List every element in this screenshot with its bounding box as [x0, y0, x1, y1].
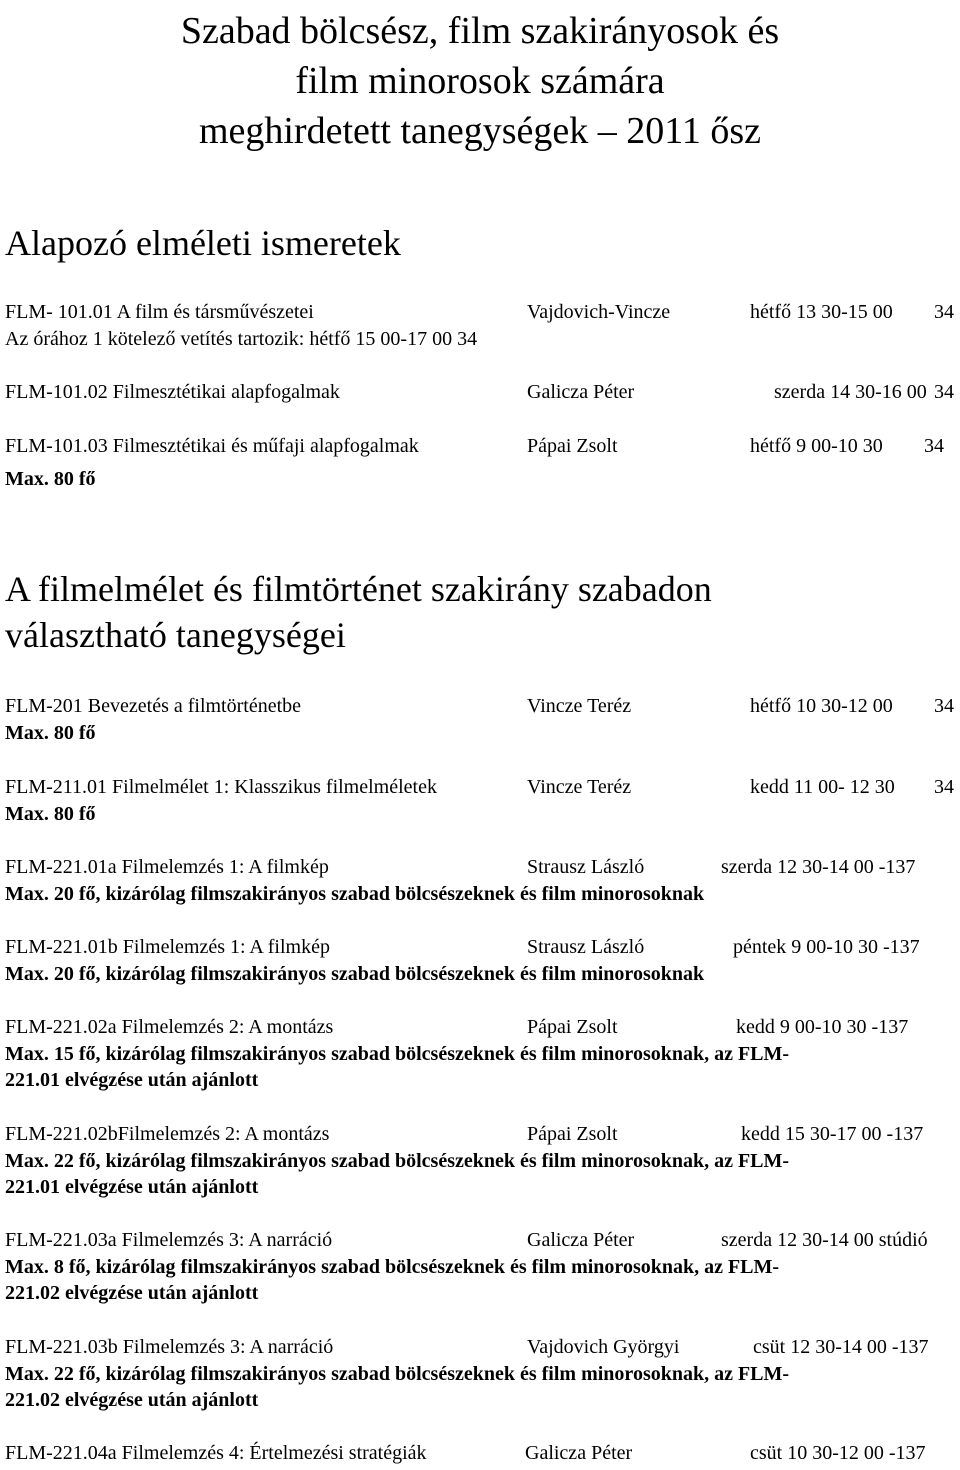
course-row: [5, 1226, 960, 1254]
title-line-1: Szabad bölcsész, film szakirányosok és: [180, 10, 780, 52]
course-row: [5, 1333, 960, 1361]
course-time: csüt 12 30-14 00 -137: [753, 1336, 929, 1358]
course-teacher: Strausz László: [527, 856, 645, 878]
course-row: [5, 1439, 960, 1467]
section-heading-foundation: Alapozó elméleti ismeretek: [5, 223, 401, 263]
course-time: csüt 10 30-12 00 -137: [750, 1442, 926, 1464]
course-code-title: FLM-221.02bFilmelemzés 2: A montázs: [5, 1123, 330, 1145]
course-time: kedd 9 00-10 30 -137: [736, 1016, 909, 1038]
prerequisite-note: 221.01 elvégzése után ajánlott: [5, 1176, 259, 1198]
course-row: [5, 933, 960, 961]
course-code-title: FLM-221.04a Filmelemzés 4: Értelmezési stratégiák: [5, 1442, 427, 1464]
course-row: [5, 773, 960, 801]
course-room: 34: [924, 435, 944, 457]
capacity-note: Max. 20 fő, kizárólag filmszakirányos szabad bölcsészeknek és film minorosoknak: [5, 963, 705, 985]
course-row: [5, 853, 960, 881]
prerequisite-note: 221.01 elvégzése után ajánlott: [5, 1069, 259, 1091]
course-teacher: Vincze Teréz: [527, 695, 632, 717]
course-time: kedd 15 30-17 00 -137: [741, 1123, 924, 1145]
course-room: 34: [934, 695, 954, 717]
course-row: [5, 1120, 960, 1148]
course-teacher: Vincze Teréz: [527, 776, 632, 798]
course-teacher: Vajdovich-Vincze: [527, 301, 671, 323]
course-row: [5, 1013, 960, 1041]
course-teacher: Galicza Péter: [525, 1442, 633, 1464]
course-teacher: Galicza Péter: [527, 1229, 635, 1251]
prerequisite-note: 221.02 elvégzése után ajánlott: [5, 1389, 259, 1411]
course-row: [5, 298, 960, 326]
course-room: 34: [934, 301, 954, 323]
capacity-note: Max. 22 fő, kizárólag filmszakirányos szabad bölcsészeknek és film minorosoknak, az FLM-: [5, 1363, 790, 1385]
capacity-note: Max. 15 fő, kizárólag filmszakirányos szabad bölcsészeknek és film minorosoknak, az FLM-: [5, 1043, 790, 1065]
course-row: [5, 378, 960, 406]
title-line-3: meghirdetett tanegységek – 2011 ősz: [198, 110, 762, 152]
course-room: 34: [934, 381, 954, 403]
course-teacher: Pápai Zsolt: [527, 1123, 618, 1145]
screening-note: Az órához 1 kötelező vetítés tartozik: hétfő 15 00-17 00 34: [5, 328, 478, 350]
capacity-note: Max. 22 fő, kizárólag filmszakirányos szabad bölcsészeknek és film minorosoknak, az FLM-: [5, 1150, 790, 1172]
prerequisite-note: 221.02 elvégzése után ajánlott: [5, 1282, 259, 1304]
course-note: [5, 325, 960, 353]
course-teacher: Galicza Péter: [527, 381, 635, 403]
course-time: hétfő 9 00-10 30: [750, 435, 883, 457]
course-teacher: Vajdovich Györgyi: [527, 1336, 680, 1358]
course-teacher: Strausz László: [527, 936, 645, 958]
course-code-title: FLM-201 Bevezetés a filmtörténetbe: [5, 695, 302, 717]
course-row: [5, 432, 960, 460]
course-code-title: FLM-101.03 Filmesztétikai és műfaji alapfogalmak: [5, 435, 419, 457]
course-time: szerda 14 30-16 00: [774, 381, 927, 403]
course-code-title: FLM-221.01a Filmelemzés 1: A filmkép: [5, 856, 329, 878]
section-heading-line-2: választható tanegységei: [5, 615, 346, 655]
course-code-title: FLM-211.01 Filmelmélet 1: Klasszikus filmelméletek: [5, 776, 437, 798]
course-code-title: FLM-221.02a Filmelemzés 2: A montázs: [5, 1016, 334, 1038]
capacity-note: Max. 8 fő, kizárólag filmszakirányos szabad bölcsészeknek és film minorosoknak, az FLM-: [5, 1256, 780, 1278]
course-time: kedd 11 00- 12 30: [750, 776, 895, 798]
course-code-title: FLM-101.02 Filmesztétikai alapfogalmak: [5, 381, 340, 403]
course-time: szerda 12 30-14 00 -137: [721, 856, 916, 878]
course-time: hétfő 13 30-15 00: [750, 301, 893, 323]
capacity-note: Max. 80 fő: [5, 803, 96, 825]
course-row: [5, 692, 960, 720]
title-line-2: film minorosok számára: [295, 60, 665, 102]
course-code-title: FLM-221.03b Filmelemzés 3: A narráció: [5, 1336, 334, 1358]
course-code-title: FLM-221.01b Filmelemzés 1: A filmkép: [5, 936, 330, 958]
course-code-title: FLM- 101.01 A film és társművészetei: [5, 301, 314, 323]
section-heading-line-1: A filmelmélet és filmtörténet szakirány szabadon: [5, 569, 712, 609]
course-teacher: Pápai Zsolt: [527, 1016, 618, 1038]
course-time: hétfő 10 30-12 00: [750, 695, 893, 717]
capacity-note: Max. 80 fő: [5, 722, 96, 744]
course-room: 34: [934, 776, 954, 798]
capacity-note: Max. 80 fő: [5, 468, 96, 490]
course-time: szerda 12 30-14 00 stúdió: [721, 1229, 928, 1251]
document-title: [0, 6, 960, 156]
course-code-title: FLM-221.03a Filmelemzés 3: A narráció: [5, 1229, 333, 1251]
course-time: péntek 9 00-10 30 -137: [733, 936, 920, 958]
course-teacher: Pápai Zsolt: [527, 435, 618, 457]
capacity-note: Max. 20 fő, kizárólag filmszakirányos szabad bölcsészeknek és film minorosoknak: [5, 883, 705, 905]
